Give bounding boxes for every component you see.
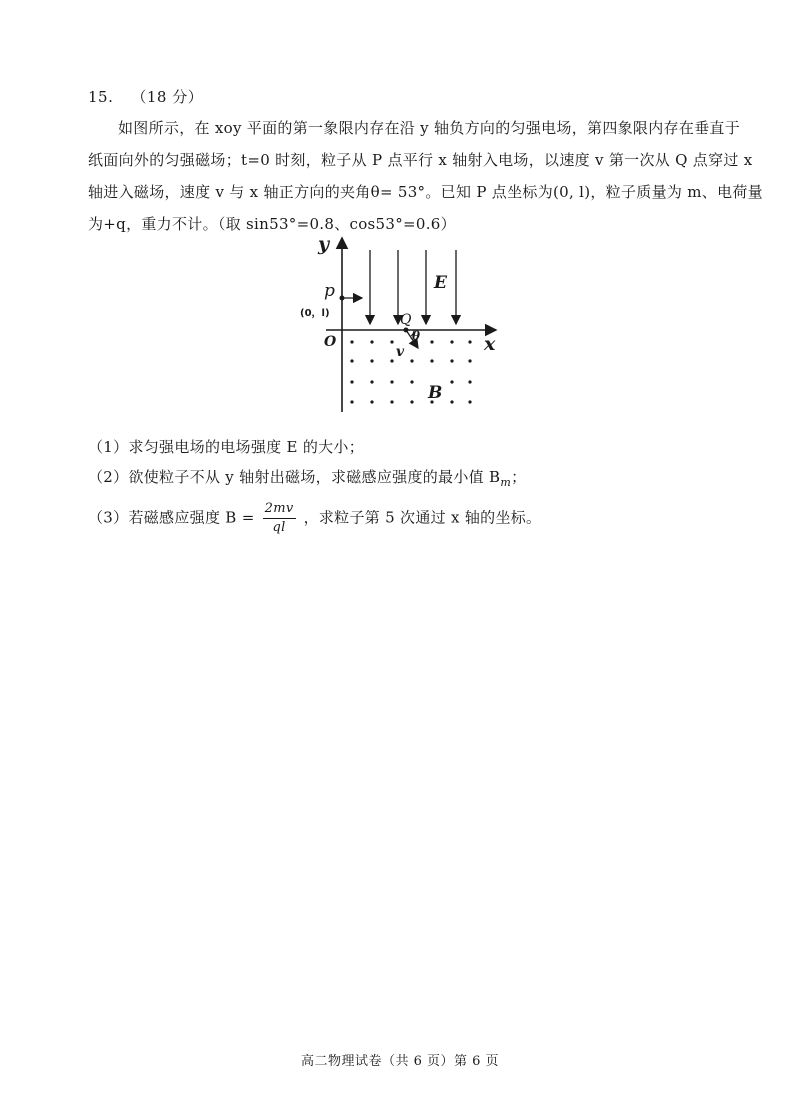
fraction: [263, 500, 296, 537]
b-label: B: [428, 383, 443, 403]
field-diagram: [298, 232, 510, 422]
page-footer: 高二物理试卷（共 6 页）第 6 页: [300, 1054, 500, 1069]
question-2-text: （2）欲使粒子不从 y 轴射出磁场，求磁感应强度的最小值 B: [88, 468, 501, 486]
statement-line-2: 纸面向外的匀强磁场；t=0 时刻，粒子从 P 点平行 x 轴射入电场，以速度 v 第一次从 Q 点穿过 x: [88, 151, 753, 169]
question-2: [88, 466, 526, 489]
problem-header: [88, 86, 221, 107]
p-coordinate-label: (0，l): [300, 308, 330, 319]
problem-score: （18 分）: [131, 88, 204, 106]
b-field-dots: [350, 340, 471, 403]
question-3-suffix: ，求粒子第 5 次通过 x 轴的坐标。: [303, 508, 542, 527]
fraction-denominator: ql: [272, 520, 286, 535]
origin-label: O: [324, 334, 337, 350]
statement-line-1: 如图所示，在 xoy 平面的第一象限内存在沿 y 轴负方向的匀强电场，第四象限内存在垂直于: [118, 119, 741, 137]
question-3-prefix: （3）若磁感应强度 B =: [88, 508, 255, 527]
question-1: （1）求匀强电场的电场强度 E 的大小；: [88, 438, 365, 456]
problem-statement: [88, 112, 763, 240]
question-3: [88, 500, 541, 537]
fraction-numerator: 2mv: [263, 500, 296, 519]
statement-line-4: 为+q，重力不计。（取 sin53°=0.8、cos53°=0.6）: [88, 215, 456, 233]
question-2-subscript: m: [500, 476, 512, 489]
x-label: x: [484, 333, 496, 355]
p-label: p: [324, 281, 335, 301]
statement-line-3: 轴进入磁场，速度 v 与 x 轴正方向的夹角θ= 53°。已知 P 点坐标为(0, l)，粒子质量为 m、电荷量: [88, 183, 763, 201]
problem-number: 15.: [88, 88, 114, 106]
q-label: Q: [400, 312, 412, 328]
theta-label: θ: [412, 329, 421, 343]
e-label: E: [434, 273, 447, 293]
question-2-end: ；: [511, 468, 527, 486]
v-label: v: [396, 344, 405, 360]
y-label: y: [318, 233, 330, 255]
